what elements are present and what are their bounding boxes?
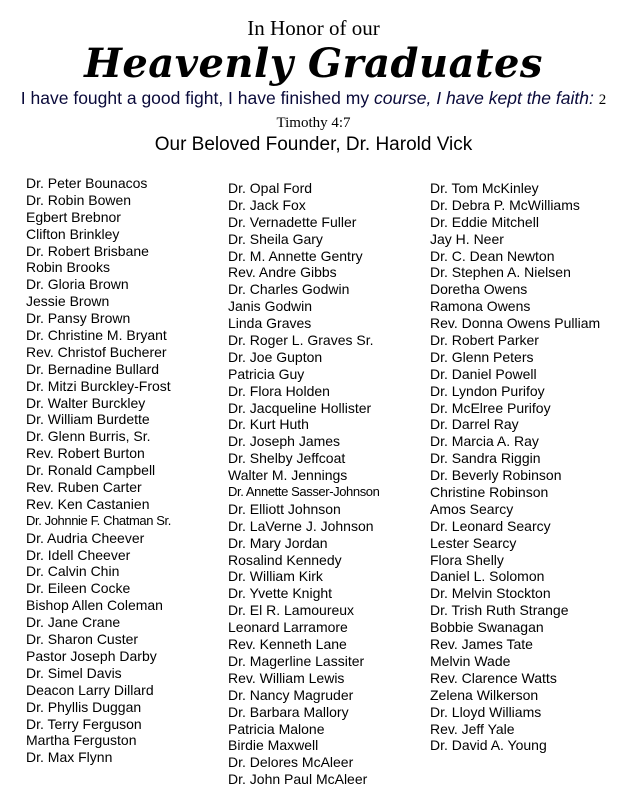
honoree-name: Deacon Larry Dillard	[26, 681, 154, 698]
honoree-name: Lester Searcy	[430, 534, 517, 551]
honoree-name: Pastor Joseph Darby	[26, 647, 157, 664]
honoree-name: Dr. Gloria Brown	[26, 276, 129, 293]
honoree-name: Dr. Nancy Magruder	[228, 686, 354, 703]
honoree-name: Amos Searcy	[430, 500, 514, 517]
honoree-name: Rev. James Tate	[430, 636, 533, 653]
honoree-name: Dr. Robert Parker	[430, 332, 539, 349]
honoree-name: Clifton Brinkley	[26, 225, 120, 242]
honoree-name: Dr. Joe Gupton	[228, 348, 323, 365]
honoree-name: Dr. Lloyd Williams	[430, 703, 542, 720]
honoree-name: Dr. Flora Holden	[228, 382, 330, 399]
honoree-name: Dr. Glenn Burris, Sr.	[26, 428, 151, 445]
honoree-name: Dr. Annette Sasser-Johnson	[228, 484, 380, 500]
honoree-name: Dr. Simel Davis	[26, 664, 122, 681]
honoree-name: Rev. Jeff Yale	[430, 720, 515, 737]
honoree-name: Dr. Glenn Peters	[430, 348, 534, 365]
honoree-name: Dr. Yvette Knight	[228, 585, 333, 602]
honoree-name: Dr. Eddie Mitchell	[430, 213, 539, 230]
honoree-name: Dr. Magerline Lassiter	[228, 652, 365, 669]
verse-reference: 2 Timothy 4:7	[276, 92, 607, 131]
honoree-name: Dr. Calvin Chin	[26, 563, 120, 580]
honoree-name: Dr. McElree Purifoy	[430, 399, 551, 416]
honoree-name: Melvin Wade	[430, 652, 511, 669]
honoree-name: Dr. Eileen Cocke	[26, 580, 131, 597]
honoree-name: Ramona Owens	[430, 298, 531, 315]
honoree-name: Rev. Ken Castanien	[26, 495, 150, 512]
honoree-name: Rev. Clarence Watts	[430, 669, 557, 686]
honoree-name: Leonard Larramore	[228, 619, 348, 636]
honoree-name: Robin Brooks	[26, 259, 111, 276]
honoree-name: Dr. Audria Cheever	[26, 529, 145, 546]
honoree-name: Rev. William Lewis	[228, 669, 345, 686]
honoree-name: Bishop Allen Coleman	[26, 597, 163, 614]
honoree-name: Dr. Stephen A. Nielsen	[430, 264, 571, 281]
honoree-name: Dr. Idell Cheever	[26, 546, 131, 563]
honoree-name: Dr. Mitzi Burckley-Frost	[26, 377, 171, 394]
honoree-name: Egbert Brebnor	[26, 208, 121, 225]
honoree-name: Dr. El R. Lamoureux	[228, 602, 355, 619]
verse-text: I have fought a good fight, I have finished my	[20, 88, 370, 108]
in-honor-text: In Honor of our	[247, 16, 380, 40]
honoree-name: Zelena Wilkerson	[430, 686, 539, 703]
honoree-name: Dr. Charles Godwin	[228, 281, 350, 298]
honoree-name: Birdie Maxwell	[228, 737, 319, 754]
honoree-name: Dr. Bernadine Bullard	[26, 360, 160, 377]
honoree-name: Dr. Mary Jordan	[228, 534, 328, 551]
honoree-name: Dr. David A. Young	[430, 737, 547, 754]
honoree-name: Dr. Joseph James	[228, 433, 341, 450]
honoree-name: Rev. Christof Bucherer	[26, 343, 167, 360]
honoree-name: Dr. Sandra Riggin	[430, 450, 541, 467]
honoree-name: Dr. Trish Ruth Strange	[430, 602, 569, 619]
honoree-name: Rev. Andre Gibbs	[228, 264, 337, 281]
names-column-2	[228, 180, 379, 788]
honoree-name: Walter M. Jennings	[228, 467, 348, 484]
honoree-name: Dr. Roger L. Graves Sr.	[228, 332, 374, 349]
honoree-name: Dr. C. Dean Newton	[430, 247, 555, 264]
honoree-name: Jessie Brown	[26, 293, 110, 310]
honoree-name: Dr. Marcia A. Ray	[430, 433, 539, 450]
honoree-name: Dr. Jane Crane	[26, 614, 121, 631]
page-title: Heavenly Graduates	[84, 40, 543, 87]
honoree-name: Dr. Barbara Mallory	[228, 703, 349, 720]
honoree-name: Jay H. Neer	[430, 230, 504, 247]
honoree-name: Dr. M. Annette Gentry	[228, 247, 363, 264]
honoree-name: Dr. Sharon Custer	[26, 631, 139, 648]
honoree-name: Dr. Walter Burckley	[26, 394, 146, 411]
honoree-name: Dr. Elliott Johnson	[228, 500, 341, 517]
honoree-name: Dr. Lyndon Purifoy	[430, 382, 545, 399]
honoree-name: Dr. Delores McAleer	[228, 754, 354, 771]
honoree-name: Dr. William Kirk	[228, 568, 323, 585]
honoree-name: Dr. Shelby Jeffcoat	[228, 450, 346, 467]
honoree-name: Martha Ferguston	[26, 732, 137, 749]
honoree-name: Janis Godwin	[228, 298, 313, 315]
honoree-name: Dr. Jacqueline Hollister	[228, 399, 372, 416]
honoree-name: Flora Shelly	[430, 551, 504, 568]
honoree-name: Dr. Peter Bounacos	[26, 175, 148, 191]
honoree-name: Dr. Leonard Searcy	[430, 517, 551, 534]
names-column-1	[26, 175, 171, 766]
honoree-name: Christine Robinson	[430, 484, 549, 501]
honoree-name: Dr. Darrel Ray	[430, 416, 519, 433]
honoree-name: Rev. Donna Owens Pulliam	[430, 315, 601, 332]
honoree-name: Dr. Johnnie F. Chatman Sr.	[26, 512, 171, 528]
scripture-verse	[20, 88, 607, 134]
honoree-name: Daniel L. Solomon	[430, 568, 545, 585]
honoree-name: Dr. LaVerne J. Johnson	[228, 517, 374, 534]
honoree-name: Linda Graves	[228, 315, 312, 332]
honoree-name: Rev. Kenneth Lane	[228, 636, 347, 653]
honoree-name: Dr. Opal Ford	[228, 180, 313, 196]
honoree-name: Dr. Robin Bowen	[26, 191, 132, 208]
honoree-name: Bobbie Swanagan	[430, 619, 544, 636]
honoree-name: Dr. Kurt Huth	[228, 416, 309, 433]
honoree-name: Dr. William Burdette	[26, 411, 150, 428]
honoree-name: Dr. Max Flynn	[26, 749, 113, 766]
honoree-name: Rev. Robert Burton	[26, 445, 145, 462]
honoree-name: Dr. Sheila Gary	[228, 230, 323, 247]
honoree-name: Dr. Pansy Brown	[26, 310, 131, 327]
honoree-name: Dr. Beverly Robinson	[430, 467, 562, 484]
honoree-name: Dr. Ronald Campbell	[26, 462, 156, 479]
honoree-name: Patricia Malone	[228, 720, 325, 737]
honoree-name: Rosalind Kennedy	[228, 551, 342, 568]
honoree-name: Dr. Terry Ferguson	[26, 715, 142, 732]
honoree-name: Dr. Vernadette Fuller	[228, 213, 357, 230]
honoree-name: Doretha Owens	[430, 281, 528, 298]
honoree-name: Rev. Ruben Carter	[26, 479, 142, 496]
honoree-name: Dr. Melvin Stockton	[430, 585, 551, 602]
honoree-name: Dr. Robert Brisbane	[26, 242, 149, 259]
founder-line: Our Beloved Founder, Dr. Harold Vick	[154, 134, 473, 155]
honoree-name: Dr. Tom McKinley	[430, 180, 539, 196]
verse-text-italic: course, I have kept the faith:	[373, 88, 594, 108]
honoree-name: Patricia Guy	[228, 365, 305, 382]
honoree-name: Dr. Daniel Powell	[430, 365, 537, 382]
names-column-3	[430, 180, 600, 754]
honoree-name: Dr. John Paul McAleer	[228, 771, 368, 788]
honoree-name: Dr. Christine M. Bryant	[26, 327, 167, 344]
honoree-name: Dr. Phyllis Duggan	[26, 698, 142, 715]
honoree-name: Dr. Jack Fox	[228, 196, 306, 213]
honoree-name: Dr. Debra P. McWilliams	[430, 196, 580, 213]
